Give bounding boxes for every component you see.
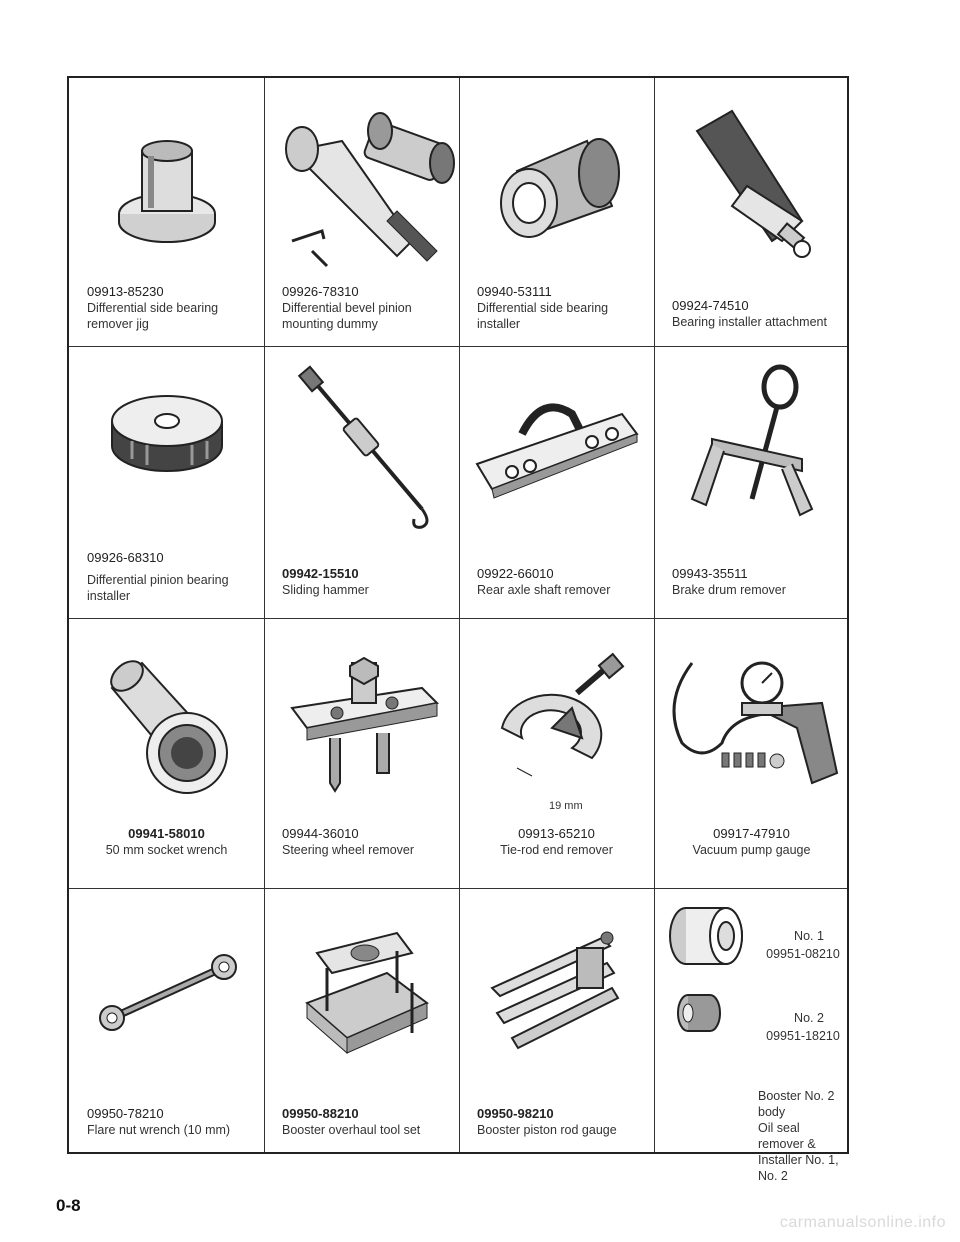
tool-cell — [654, 888, 849, 1183]
sliding-hammer-icon — [264, 354, 459, 534]
part-number: 09926-78310 — [282, 284, 359, 299]
pinion-mounting-dummy-icon — [264, 86, 459, 286]
tool-cell — [459, 888, 654, 1154]
tool-description: Rear axle shaft remover — [477, 583, 611, 597]
steering-wheel-remover-icon — [264, 648, 459, 808]
tool-description: Tie-rod end remover — [500, 843, 613, 857]
tool-description: Booster piston rod gauge — [477, 1123, 617, 1137]
part-number: 09940-53111 — [477, 284, 552, 299]
flare-nut-wrench-icon — [69, 908, 264, 1078]
tool-description: Steering wheel remover — [282, 843, 415, 857]
tool-description: Bearing installer attachment — [672, 315, 827, 329]
part-number: 09913-65210 — [518, 826, 595, 841]
tool-cell — [459, 346, 654, 618]
tool-description: Differential bevel pinion mounting dummy — [282, 301, 412, 331]
part-number: 09926-68310 — [87, 550, 164, 565]
tool-cell — [264, 888, 459, 1154]
part-number: 09943-35511 — [672, 566, 748, 581]
part-number: 09922-66010 — [477, 566, 554, 581]
tool-description: Sliding hammer — [282, 583, 369, 597]
part-number: 09917-47910 — [713, 826, 790, 841]
part-number: 09950-78210 — [87, 1106, 164, 1121]
tool-cell — [654, 78, 849, 346]
bearing-installer-icon — [459, 86, 654, 286]
part-number: 09924-74510 — [672, 298, 749, 313]
tool-cell — [69, 346, 264, 618]
tool-description: Differential side bearing installer — [477, 301, 609, 331]
pinion-bearing-installer-icon — [69, 356, 264, 496]
tool-description-line: Installer No. 1, No. 2 — [758, 1153, 839, 1183]
tool-cell — [69, 618, 264, 888]
tool-description-line: Booster No. 2 body — [758, 1089, 835, 1119]
tool-cell — [264, 78, 459, 346]
part-number: 09913-85230 — [87, 284, 164, 299]
tool-description-line: Oil seal remover & — [758, 1121, 816, 1151]
tool-cell — [69, 888, 264, 1154]
booster-tool-set-icon — [264, 908, 459, 1078]
tool-table — [67, 76, 849, 1183]
part-number: 09942-15510 — [282, 566, 359, 581]
tool-description: Booster overhaul tool set — [282, 1123, 421, 1137]
tool-description: 50 mm socket wrench — [105, 843, 228, 857]
tool-description: Vacuum pump gauge — [692, 843, 811, 857]
part-number: 09941-58010 — [128, 826, 205, 841]
brake-drum-remover-icon — [654, 354, 849, 534]
tool-cell — [69, 78, 264, 346]
sub-item-label: No. 1 — [794, 929, 824, 943]
part-number: 09944-36010 — [282, 826, 359, 841]
piston-rod-gauge-icon — [459, 908, 654, 1078]
tool-description: Brake drum remover — [672, 583, 786, 597]
tool-description: Flare nut wrench (10 mm) — [87, 1123, 231, 1137]
tool-description: Differential pinion bearing installer — [87, 573, 229, 603]
sub-item-label: No. 2 — [794, 1011, 824, 1025]
watermark: carmanualsonline.info — [779, 1214, 946, 1231]
tool-description: Differential side bearing remover jig — [87, 301, 219, 331]
tool-cell — [264, 346, 459, 618]
vacuum-pump-gauge-icon — [654, 638, 849, 808]
axle-shaft-remover-icon — [459, 354, 654, 544]
bearing-remover-jig-icon — [69, 86, 264, 286]
tie-rod-remover-icon — [459, 648, 654, 808]
page-number: 0-8 — [56, 1196, 81, 1215]
part-number: 09950-98210 — [477, 1106, 554, 1121]
sub-item-part-number: 09951-18210 — [766, 1029, 840, 1043]
tool-cell — [264, 618, 459, 888]
tool-cell — [459, 618, 654, 888]
tool-cell — [654, 618, 849, 888]
sub-item-part-number: 09951-08210 — [766, 947, 840, 961]
dimension-label: 19 mm — [549, 800, 583, 812]
installer-attachment-icon — [654, 86, 849, 286]
part-number: 09950-88210 — [282, 1106, 359, 1121]
tool-cell — [654, 346, 849, 618]
tool-cell — [459, 78, 654, 346]
socket-wrench-icon — [69, 648, 264, 808]
